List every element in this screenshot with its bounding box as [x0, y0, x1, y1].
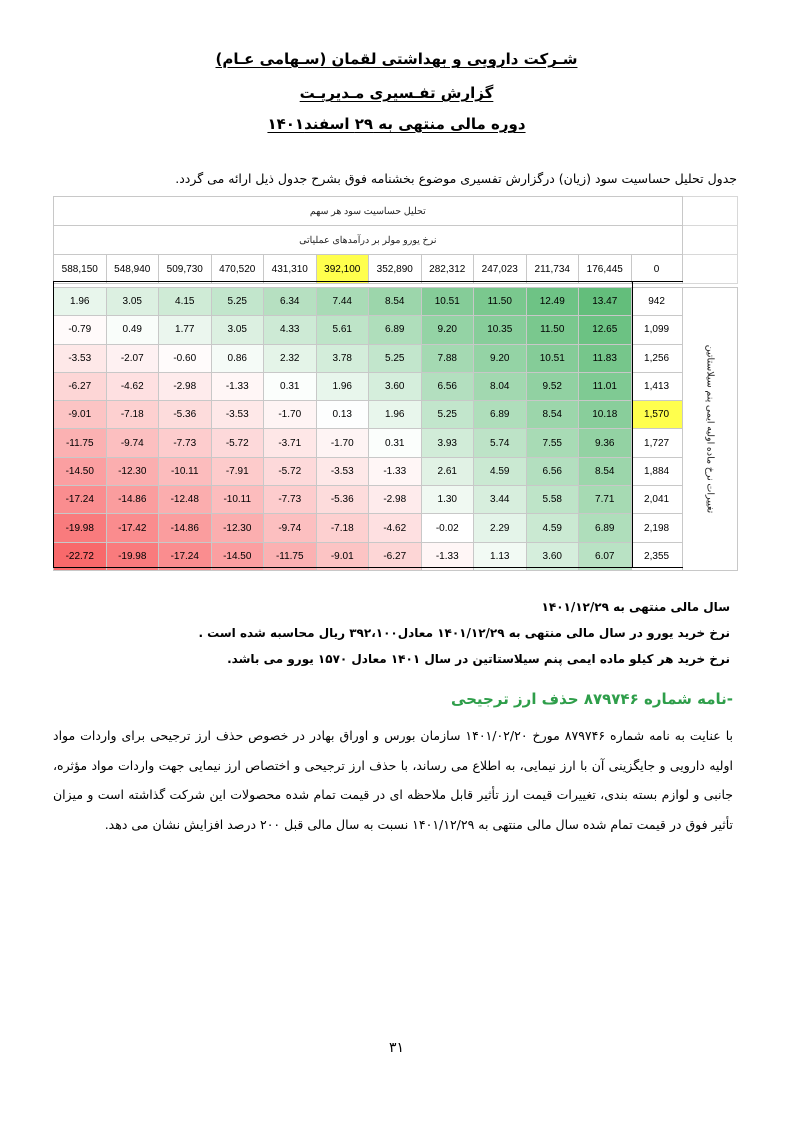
value-cell: 1.96 — [316, 372, 369, 400]
value-cell: -12.30 — [211, 514, 264, 542]
value-cell: 8.54 — [526, 401, 579, 429]
value-cell: 7.88 — [421, 344, 474, 372]
value-cell: -4.62 — [369, 514, 422, 542]
column-header: 509,730 — [159, 255, 212, 284]
row-header: 1,413 — [631, 372, 682, 400]
value-cell: -6.27 — [54, 372, 107, 400]
value-cell: 12.65 — [579, 316, 632, 344]
value-cell: -2.98 — [369, 486, 422, 514]
table-row — [54, 514, 738, 542]
value-cell: 8.54 — [369, 288, 422, 316]
row-header: 1,884 — [631, 457, 682, 485]
value-cell: 2.32 — [264, 344, 317, 372]
value-cell: 5.58 — [526, 486, 579, 514]
column-header: 548,940 — [106, 255, 159, 284]
column-header: 392,100 — [316, 255, 369, 284]
value-cell: -1.70 — [264, 401, 317, 429]
value-cell: -12.48 — [159, 486, 212, 514]
value-cell: 2.29 — [474, 514, 527, 542]
column-header: 176,445 — [579, 255, 632, 284]
value-cell: 0.31 — [369, 429, 422, 457]
value-cell: 1.77 — [159, 316, 212, 344]
value-cell: -17.24 — [54, 486, 107, 514]
value-cell: -14.86 — [106, 486, 159, 514]
table-row — [54, 401, 738, 429]
section-paragraph: با عنایت به نامه شماره ۸۷۹۷۴۶ مورخ ۱۴۰۱/۰۲/۲۰ سازمان بورس و اوراق بهادر در خصوص حذف ارز ترجیحی برای واردات مواد اولیه دارویی و جایگزینی آن با ارز نیمایی، به اطلاع می رساند، با حذف ارز ترجیحی و اختصاص ارز نیمایی جهت واردات مواد مؤثره، جانبی و لوازم بسته بندی، تغییرات قیمت ارز تأثیر قابل ملاحظه ای در قیمت تمام شده محصولات این شرکت گذاشته است و میزان تأثیر فوق در قیمت تمام شده سال مالی منتهی به ۱۴۰۱/۱۲/۲۹ نسبت به سال مالی قبل ۲۰۰ درصد افزایش نشان می دهد. — [53, 728, 733, 832]
value-cell: -14.50 — [54, 457, 107, 485]
value-cell: 1.13 — [474, 542, 527, 570]
value-cell: -5.72 — [264, 457, 317, 485]
value-cell: 9.20 — [474, 344, 527, 372]
value-cell: 6.07 — [579, 542, 632, 570]
value-cell: 0.31 — [264, 372, 317, 400]
value-cell: 6.56 — [526, 457, 579, 485]
value-cell: 6.56 — [421, 372, 474, 400]
value-cell: 7.55 — [526, 429, 579, 457]
value-cell: 11.50 — [474, 288, 527, 316]
value-cell: 5.61 — [316, 316, 369, 344]
value-cell: 4.15 — [159, 288, 212, 316]
value-cell: 2.61 — [421, 457, 474, 485]
value-cell: 0.86 — [211, 344, 264, 372]
value-cell: -9.74 — [264, 514, 317, 542]
note-euro-rate: نرخ خرید یورو در سال مالی منتهی به ۱۴۰۱/۱۲/۲۹ معادل۳۹۲،۱۰۰ ریال محاسبه شده است . — [198, 626, 730, 640]
column-header: 431,310 — [264, 255, 317, 284]
value-cell: -2.07 — [106, 344, 159, 372]
value-cell: 0.13 — [316, 401, 369, 429]
value-cell: 3.44 — [474, 486, 527, 514]
table-subtitle: نرخ یورو مولر بر درآمدهای عملیاتی — [54, 226, 683, 255]
row-header: 2,198 — [631, 514, 682, 542]
value-cell: -5.72 — [211, 429, 264, 457]
value-cell: -3.71 — [264, 429, 317, 457]
value-cell: 3.60 — [526, 542, 579, 570]
value-cell: 10.51 — [526, 344, 579, 372]
value-cell: 10.35 — [474, 316, 527, 344]
value-cell: -7.18 — [316, 514, 369, 542]
value-cell: -5.36 — [316, 486, 369, 514]
sensitivity-table — [53, 196, 738, 571]
value-cell: 1.30 — [421, 486, 474, 514]
row-header: 2,041 — [631, 486, 682, 514]
value-cell: -2.98 — [159, 372, 212, 400]
table-row — [54, 288, 738, 316]
value-cell: -19.98 — [54, 514, 107, 542]
value-cell: -19.98 — [106, 542, 159, 570]
note-material-price: نرخ خرید هر کیلو ماده ایمی پنم سیلاستاتین در سال ۱۴۰۱ معادل ۱۵۷۰ یورو می باشد. — [227, 652, 730, 666]
table-row — [54, 457, 738, 485]
value-cell: 3.60 — [369, 372, 422, 400]
value-cell: 0.49 — [106, 316, 159, 344]
value-cell: 6.34 — [264, 288, 317, 316]
empty-cell — [682, 226, 737, 255]
value-cell: 6.89 — [579, 514, 632, 542]
value-cell: 11.01 — [579, 372, 632, 400]
value-cell: -7.18 — [106, 401, 159, 429]
value-cell: -3.53 — [54, 344, 107, 372]
value-cell: -1.33 — [421, 542, 474, 570]
value-cell: -14.86 — [159, 514, 212, 542]
value-cell: -17.42 — [106, 514, 159, 542]
row-axis-cell — [682, 288, 737, 571]
row-header: 1,256 — [631, 344, 682, 372]
value-cell: 1.96 — [369, 401, 422, 429]
value-cell: 7.44 — [316, 288, 369, 316]
column-header: 247,023 — [474, 255, 527, 284]
value-cell: 9.36 — [579, 429, 632, 457]
value-cell: 10.18 — [579, 401, 632, 429]
value-cell: -6.27 — [369, 542, 422, 570]
value-cell: 3.93 — [421, 429, 474, 457]
value-cell: -14.50 — [211, 542, 264, 570]
value-cell: 4.33 — [264, 316, 317, 344]
value-cell: 4.59 — [526, 514, 579, 542]
row-header: 2,355 — [631, 542, 682, 570]
value-cell: 3.78 — [316, 344, 369, 372]
column-header: 588,150 — [54, 255, 107, 284]
value-cell: 5.25 — [369, 344, 422, 372]
value-cell: 4.59 — [474, 457, 527, 485]
value-cell: -22.72 — [54, 542, 107, 570]
value-cell: -0.79 — [54, 316, 107, 344]
empty-cell — [682, 255, 737, 284]
value-cell: 13.47 — [579, 288, 632, 316]
column-header: 470,520 — [211, 255, 264, 284]
table-intro: جدول تحلیل حساسیت سود (زیان) درگزارش تفسیری موضوع بخشنامه فوق بشرح جدول ذیل ارائه می گردد. — [175, 171, 737, 186]
value-cell: -5.36 — [159, 401, 212, 429]
table-row — [54, 429, 738, 457]
note-fiscal-year: سال مالی منتهی به ۱۴۰۱/۱۲/۲۹ — [541, 600, 730, 614]
empty-cell — [682, 197, 737, 226]
value-cell: -1.33 — [211, 372, 264, 400]
value-cell: 9.20 — [421, 316, 474, 344]
table-row — [54, 316, 738, 344]
value-cell: 9.52 — [526, 372, 579, 400]
value-cell: -4.62 — [106, 372, 159, 400]
table-title: تحلیل حساسیت سود هر سهم — [54, 197, 683, 226]
value-cell: -1.70 — [316, 429, 369, 457]
table-row — [54, 542, 738, 570]
value-cell: -0.02 — [421, 514, 474, 542]
value-cell: 11.50 — [526, 316, 579, 344]
row-header: 1,099 — [631, 316, 682, 344]
value-cell: 5.25 — [421, 401, 474, 429]
column-header: 352,890 — [369, 255, 422, 284]
value-cell: 11.83 — [579, 344, 632, 372]
value-cell: -3.53 — [211, 401, 264, 429]
row-header: 1,727 — [631, 429, 682, 457]
value-cell: 3.05 — [106, 288, 159, 316]
value-cell: -0.60 — [159, 344, 212, 372]
page-number: ۳۱ — [388, 1040, 405, 1056]
section-title: -نامه شماره ۸۷۹۷۴۶ حذف ارز ترجیحی — [450, 690, 733, 708]
value-cell: -11.75 — [264, 542, 317, 570]
value-cell: 5.74 — [474, 429, 527, 457]
table-row — [54, 372, 738, 400]
value-cell: -9.01 — [54, 401, 107, 429]
value-cell: -9.74 — [106, 429, 159, 457]
value-cell: -11.75 — [54, 429, 107, 457]
period-title: دوره مالی منتهی به ۲۹ اسفند۱۴۰۱ — [267, 115, 526, 133]
report-title: گزارش تفـسیری مـدیریـت — [299, 84, 494, 102]
value-cell: 5.25 — [211, 288, 264, 316]
value-cell: -1.33 — [369, 457, 422, 485]
value-cell: 6.89 — [369, 316, 422, 344]
value-cell: -9.01 — [316, 542, 369, 570]
value-cell: -10.11 — [159, 457, 212, 485]
column-header: 282,312 — [421, 255, 474, 284]
value-cell: -12.30 — [106, 457, 159, 485]
value-cell: 1.96 — [54, 288, 107, 316]
value-cell: -3.53 — [316, 457, 369, 485]
value-cell: 8.54 — [579, 457, 632, 485]
corner-cell: 0 — [631, 255, 682, 284]
company-title: شـرکت دارویی و بهداشتی لقمان (سـهامی عـام) — [215, 50, 578, 68]
value-cell: -17.24 — [159, 542, 212, 570]
row-header: 1,570 — [631, 401, 682, 429]
value-cell: -7.91 — [211, 457, 264, 485]
value-cell: 10.51 — [421, 288, 474, 316]
table-row — [54, 486, 738, 514]
table-row — [54, 344, 738, 372]
value-cell: 3.05 — [211, 316, 264, 344]
row-header: 942 — [631, 288, 682, 316]
value-cell: 6.89 — [474, 401, 527, 429]
value-cell: -7.73 — [159, 429, 212, 457]
row-axis-label: تغییرات نرخ ماده اولیه ایمی پنم سیلاستاتین — [704, 344, 716, 514]
value-cell: -10.11 — [211, 486, 264, 514]
column-header: 211,734 — [526, 255, 579, 284]
value-cell: 8.04 — [474, 372, 527, 400]
value-cell: 12.49 — [526, 288, 579, 316]
value-cell: -7.73 — [264, 486, 317, 514]
value-cell: 7.71 — [579, 486, 632, 514]
